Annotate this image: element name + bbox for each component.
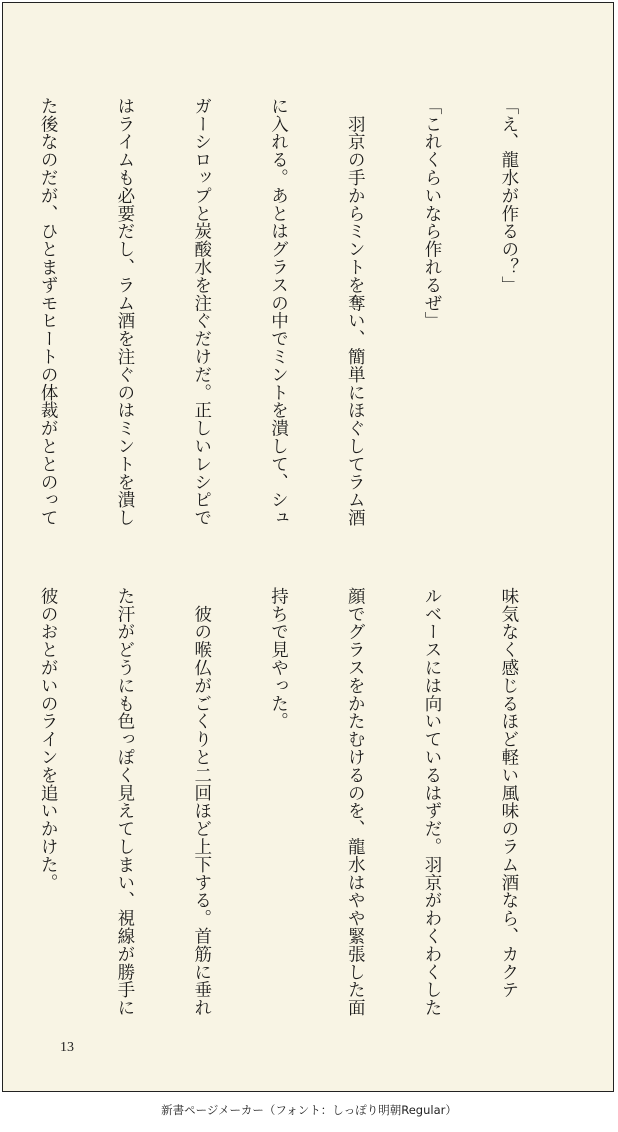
footer-credit: 新書ページメーカー（フォント：しっぽり明朝Regular）	[161, 1103, 457, 1117]
text-line: た後なのだが、ひとまずモヒートの体裁がととのって	[38, 97, 59, 527]
text-line: 「これくらいなら作れるぜ」	[422, 97, 443, 330]
text-line: 持ちで見やった。	[268, 587, 289, 731]
text-line: に入れる。あとはグラスの中でミントを潰して、シュ	[268, 97, 289, 527]
text-block-top	[2, 97, 572, 557]
text-line: はライムも必要だし、ラム酒を注ぐのはミントを潰し	[114, 97, 135, 527]
text-line: ルベースには向いているはずだ。羽京がわくわくした	[422, 587, 443, 1017]
text-line: ガーシロップと炭酸水を注ぐだけだ。正しいレシピで	[191, 97, 212, 527]
text-line: た汗がどうにも色っぽく見えてしまい、視線が勝手に	[114, 587, 135, 1017]
text-line: 「え、龍水が作るの？」	[498, 97, 519, 294]
book-page	[2, 2, 614, 1092]
text-line: 彼の喉仏がごくりと二回ほど上下する。首筋に垂れ	[191, 587, 212, 1017]
text-line: 味気なく感じるほど軽い風味のラム酒なら、カクテ	[498, 587, 519, 999]
page-number: 13	[60, 1040, 74, 1055]
text-block-bottom	[2, 587, 572, 1047]
text-line: 彼のおとがいのラインを追いかけた。	[38, 587, 59, 892]
text-line: 羽京の手からミントを奪い、簡単にほぐしてラム酒	[345, 97, 366, 527]
text-line: 顔でグラスをかたむけるのを、龍水はやや緊張した面	[345, 587, 366, 1017]
